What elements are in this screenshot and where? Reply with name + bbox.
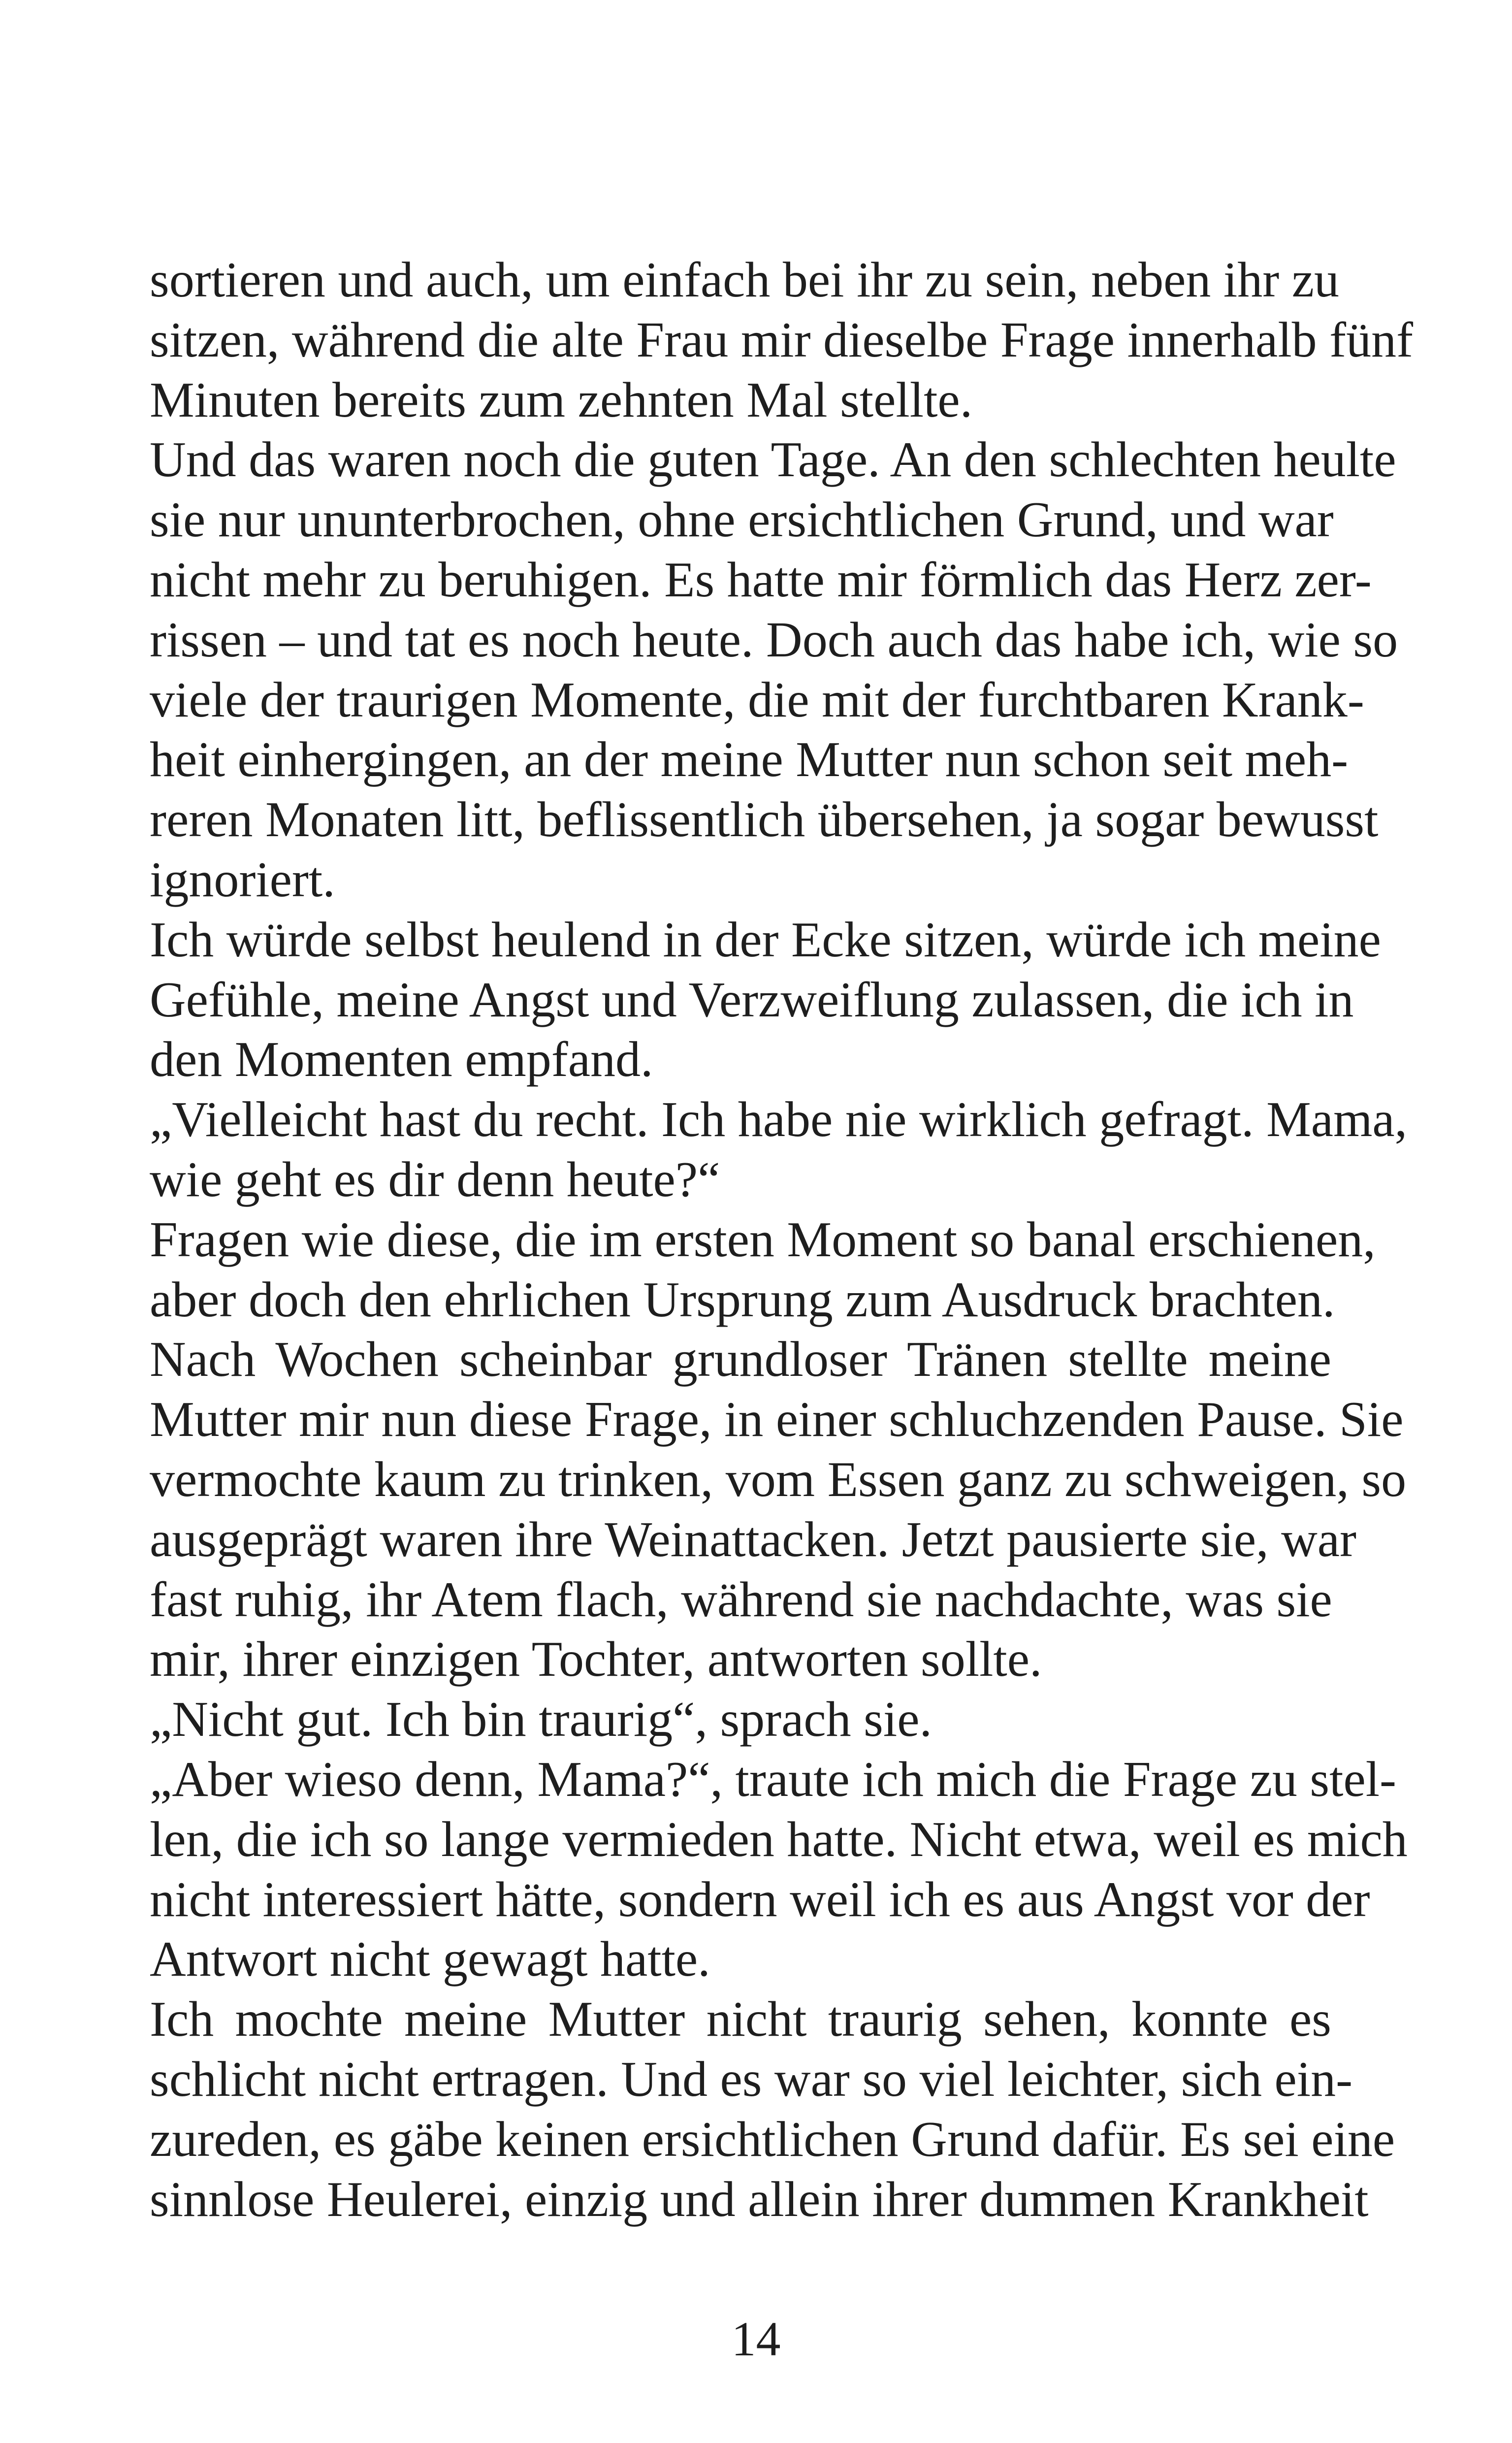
text-line: Gefühle, meine Angst und Verzweiflung zulassen, die ich in: [150, 972, 1354, 1028]
text-line: Minuten bereits zum zehnten Mal stellte.: [150, 372, 973, 428]
text-line: ignoriert.: [150, 851, 335, 908]
text-line: reren Monaten litt, beflissentlich übersehen, ja sogar bewusst: [150, 792, 1379, 848]
text-line: Und das waren noch die guten Tage. An den schlechten heulte: [150, 432, 1396, 488]
text-line: sie nur ununterbrochen, ohne ersichtlichen Grund, und war: [150, 492, 1334, 548]
text-line: wie geht es dir denn heute?“: [150, 1151, 720, 1207]
text-line: mir, ihrer einzigen Tochter, antworten sollte.: [150, 1631, 1042, 1688]
text-line: Ich mochte meine Mutter nicht traurig sehen, konnte es: [150, 1991, 1331, 2048]
body-text: [150, 250, 1414, 2229]
text-line: len, die ich so lange vermieden hatte. Nicht etwa, weil es mich: [150, 1811, 1408, 1867]
text-line: viele der traurigen Momente, die mit der furchtbaren Krank-: [150, 672, 1364, 728]
text-line: nicht mehr zu beruhigen. Es hatte mir förmlich das Herz zer-: [150, 552, 1372, 608]
text-line: heit einhergingen, an der meine Mutter nun schon seit meh-: [150, 732, 1349, 788]
text-line: Fragen wie diese, die im ersten Moment so banal erschienen,: [150, 1211, 1376, 1268]
text-line: Nach Wochen scheinbar grundloser Tränen stellte meine: [150, 1332, 1331, 1388]
text-line: vermochte kaum zu trinken, vom Essen ganz zu schweigen, so: [150, 1451, 1407, 1507]
text-line: „Aber wieso denn, Mama?“, traute ich mich die Frage zu stel-: [150, 1751, 1397, 1807]
text-line: Ich würde selbst heulend in der Ecke sitzen, würde ich meine: [150, 912, 1381, 968]
text-line: fast ruhig, ihr Atem flach, während sie nachdachte, was sie: [150, 1571, 1332, 1628]
text-line: schlicht nicht ertragen. Und es war so viel leichter, sich ein-: [150, 2051, 1353, 2107]
text-line: den Momenten empfand.: [150, 1032, 653, 1088]
text-line: Antwort nicht gewagt hatte.: [150, 1931, 710, 1987]
text-line: „Vielleicht hast du recht. Ich habe nie wirklich gefragt. Mama,: [150, 1092, 1408, 1148]
text-line: zureden, es gäbe keinen ersichtlichen Grund dafür. Es sei eine: [150, 2111, 1395, 2167]
text-line: Mutter mir nun diese Frage, in einer schluchzenden Pause. Sie: [150, 1392, 1404, 1448]
text-line: rissen – und tat es noch heute. Doch auch das habe ich, wie so: [150, 612, 1398, 668]
page-number: 14: [731, 2312, 781, 2366]
text-line: sortieren und auch, um einfach bei ihr zu sein, neben ihr zu: [150, 252, 1339, 308]
text-line: ausgeprägt waren ihre Weinattacken. Jetzt pausierte sie, war: [150, 1511, 1356, 1567]
text-line: „Nicht gut. Ich bin traurig“, sprach sie.: [150, 1692, 932, 1748]
text-line: nicht interessiert hätte, sondern weil ich es aus Angst vor der: [150, 1871, 1370, 1927]
text-line: aber doch den ehrlichen Ursprung zum Ausdruck brachten.: [150, 1271, 1335, 1328]
text-line: sinnlose Heulerei, einzig und allein ihrer dummen Krankheit: [150, 2171, 1369, 2227]
text-line: sitzen, während die alte Frau mir dieselbe Frage innerhalb fünf: [150, 312, 1414, 368]
